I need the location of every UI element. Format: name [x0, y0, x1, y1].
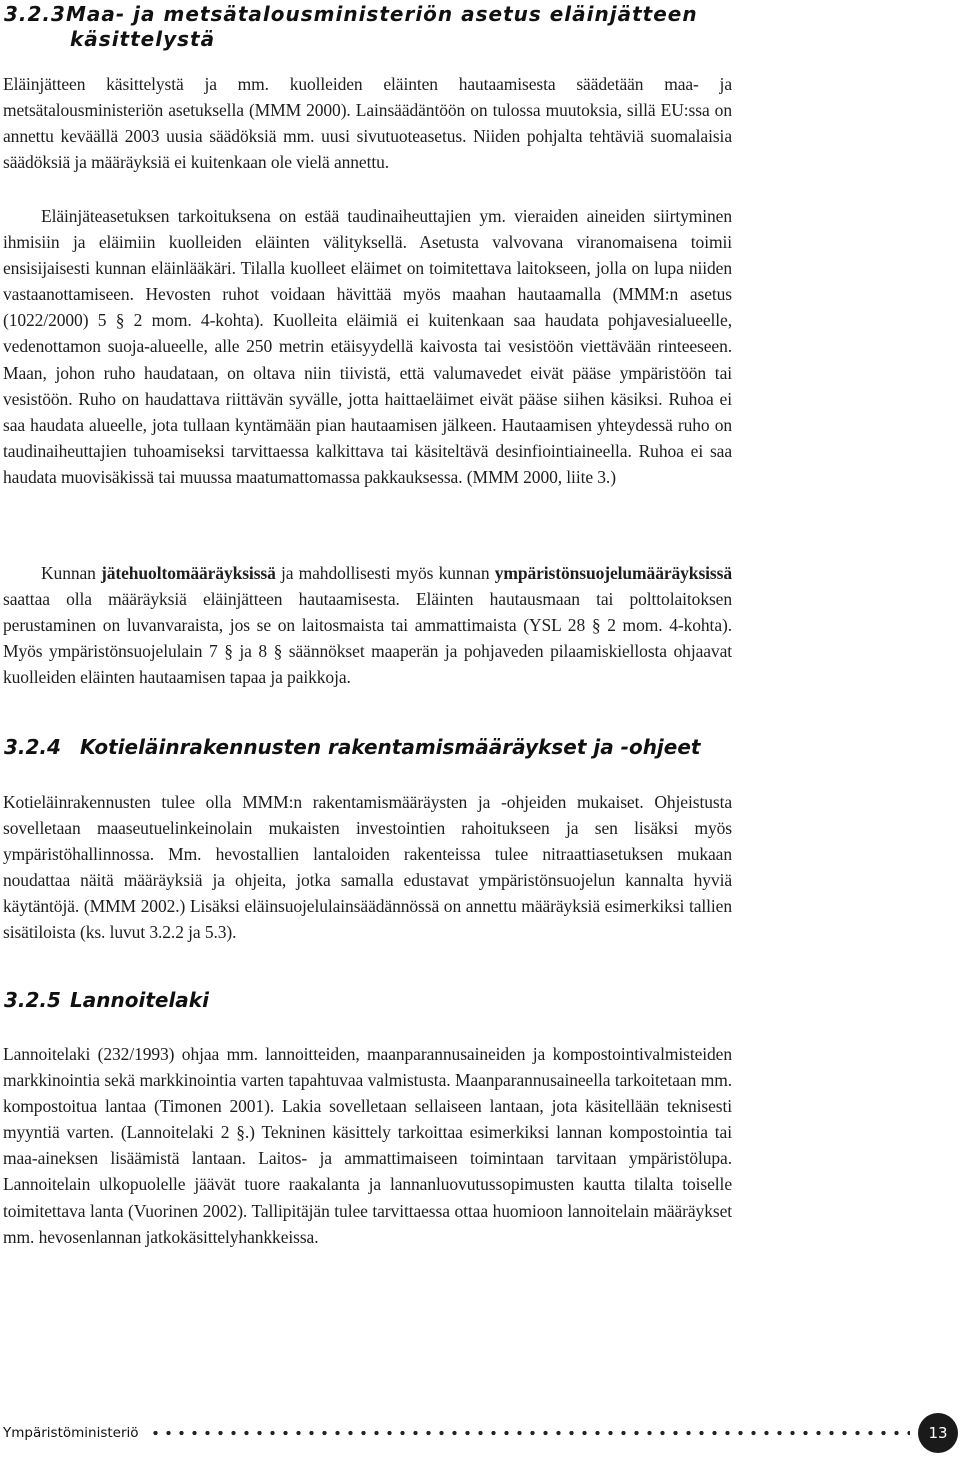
section-title: Lannoitelaki	[70, 988, 209, 1012]
paragraph: Eläinjäteasetuksen tarkoituksena on estää taudinaiheuttajien ym. vieraiden aineiden siirtyminen ihmisiin ja eläimiin kuolleiden eläinten välityksellä. Asetusta valvovana viranomaisena toimii ensisijaisesti kunnan eläinlääkäri. Tilalla kuolleet eläimet on toimitettava laitokseen, jolla on lupa niiden vastaanottamiseen. Hevosten ruhot voidaan hävittää myös maahan hautaamalla (MMM:n asetus (1022/2000) 5 § 2 mom. 4-kohta). Kuolleita eläimiä ei kuitenkaan saa haudata pohjavesialueelle, vedenottamon suoja-alueelle, alle 250 metrin etäisyydellä kaivosta tai vesistöön viettävään rinteeseen. Maan, johon ruho haudataan, on oltava niin tiivistä, että valumavedet eivät pääse ympäristöön tai vesistöön. Ruho on haudattava riittävän syvälle, jotta haittaeläimet eivät pääse siihen käsiksi. Ruhoa ei saa haudata alueelle, jota tullaan kyntämään pian hautaamisen jälkeen. Hautaamisen yhteydessä ruho on taudinaiheuttajien tuhoamiseksi tarvittaessa kalkittava tai käsiteltävä desinfiointiaineella. Ruhoa ei saa haudata muovisäkissä tai muussa maatumattomassa pakkauksessa. (MMM 2000, liite 3.)	[3, 206, 732, 487]
section-number: 3.2.3	[4, 2, 66, 26]
paragraph-text: ja mahdollisesti myös kunnan	[275, 563, 495, 583]
section-title: Kotieläinrakennusten rakentamismääräykset ja -ohjeet	[80, 735, 701, 759]
section-title-line2: käsittelystä	[70, 27, 216, 51]
section-heading-3-2-5	[4, 988, 209, 1013]
section-heading-3-2-3	[4, 2, 704, 52]
paragraph: Eläinjätteen käsittelystä ja mm. kuolleiden eläinten hautaamisesta säädetään maa- ja metsätalousministeriön asetuksella (MMM 2000). Lainsäädäntöön on tulossa muutoksia, sillä EU:ssa on annettu keväällä 2003 uusia säädöksiä mm. uusi sivutuoteasetus. Niiden pohjalta tehtäviä suomalaisia säädöksiä ja määräyksiä ei kuitenkaan ole vielä annettu.	[3, 74, 732, 173]
emphasis-term: ympäristönsuojelumääräyksissä	[494, 563, 732, 583]
section-heading-3-2-4	[4, 735, 700, 760]
page-number-badge: 13	[918, 1413, 958, 1453]
dotted-leader	[149, 1430, 910, 1436]
paragraph: Kotieläinrakennusten tulee olla MMM:n rakentamismääräysten ja -ohjeiden mukaiset. Ohjeistusta sovelletaan maaseutuelinkeinolain mukaisten investointien rahoitukseen ja sen lisäksi myös ympäristöhallinnossa. Mm. hevostallien lantaloiden rakenteissa tulee nitraattiasetuksen mukaan noudattaa näitä määräyksiä ja ohjeita, jotka samalla edustavat ympäristönsuojelun kannalta hyviä käytäntöjä. (MMM 2002.) Lisäksi eläinsuojelulainsäädännössä on annettu määräyksiä esimerkiksi tallien sisätiloista (ks. luvut 3.2.2 ja 5.3).	[3, 792, 732, 943]
section-title-line1: Maa- ja metsätalousministeriön asetus eläinjätteen	[66, 2, 698, 26]
page-footer	[3, 1410, 958, 1456]
section-number: 3.2.5	[4, 988, 61, 1012]
section-number: 3.2.4	[4, 735, 61, 759]
footer-publisher: Ympäristöministeriö	[3, 1425, 139, 1441]
paragraph-text: saattaa olla määräyksiä eläinjätteen hautaamisesta. Eläinten hautausmaan tai polttolaitoksen perustaminen on luvanvaraista, jos se on laitosmaista tai ammattimaista (YSL 28 § 2 mom. 4-kohta). Myös ympäristönsuojelulain 7 § ja 8 § säännökset maaperän ja pohjaveden pilaamiskiellosta ohjaavat kuolleiden eläinten hautaamisen tapaa ja paikkoja.	[3, 589, 732, 688]
paragraph: Lannoitelaki (232/1993) ohjaa mm. lannoitteiden, maanparannusaineiden ja kompostointivalmisteiden markkinointia sekä markkinointia varten tapahtuvaa valmistusta. Maanparannusaineella tarkoitetaan mm. kompostoitua lantaa (Timonen 2001). Lakia sovelletaan sellaiseen lantaan, jota käsitellään teknisesti myyntiä varten. (Lannoitelaki 2 §.) Tekninen käsittely tarkoittaa esimerkiksi lannan kompostointia tai maa-aineksen lisäämistä lantaan. Laitos- ja ammattimaiseen toimintaan tarvitaan ympäristölupa. Lannoitelain ulkopuolelle jäävät tuore raakalanta ja lannanluovutussopimusten kautta tilalta toiselle toimitettava lanta (Vuorinen 2002). Tallipitäjän tulee tarvittaessa ottaa huomioon lannoitelain määräykset mm. hevosenlannan jatkokäsittelyhankkeissa.	[3, 1044, 732, 1247]
paragraph-text: Kunnan	[41, 563, 102, 583]
paragraph	[3, 560, 732, 690]
emphasis-term: jätehuoltomääräyksissä	[101, 563, 276, 583]
